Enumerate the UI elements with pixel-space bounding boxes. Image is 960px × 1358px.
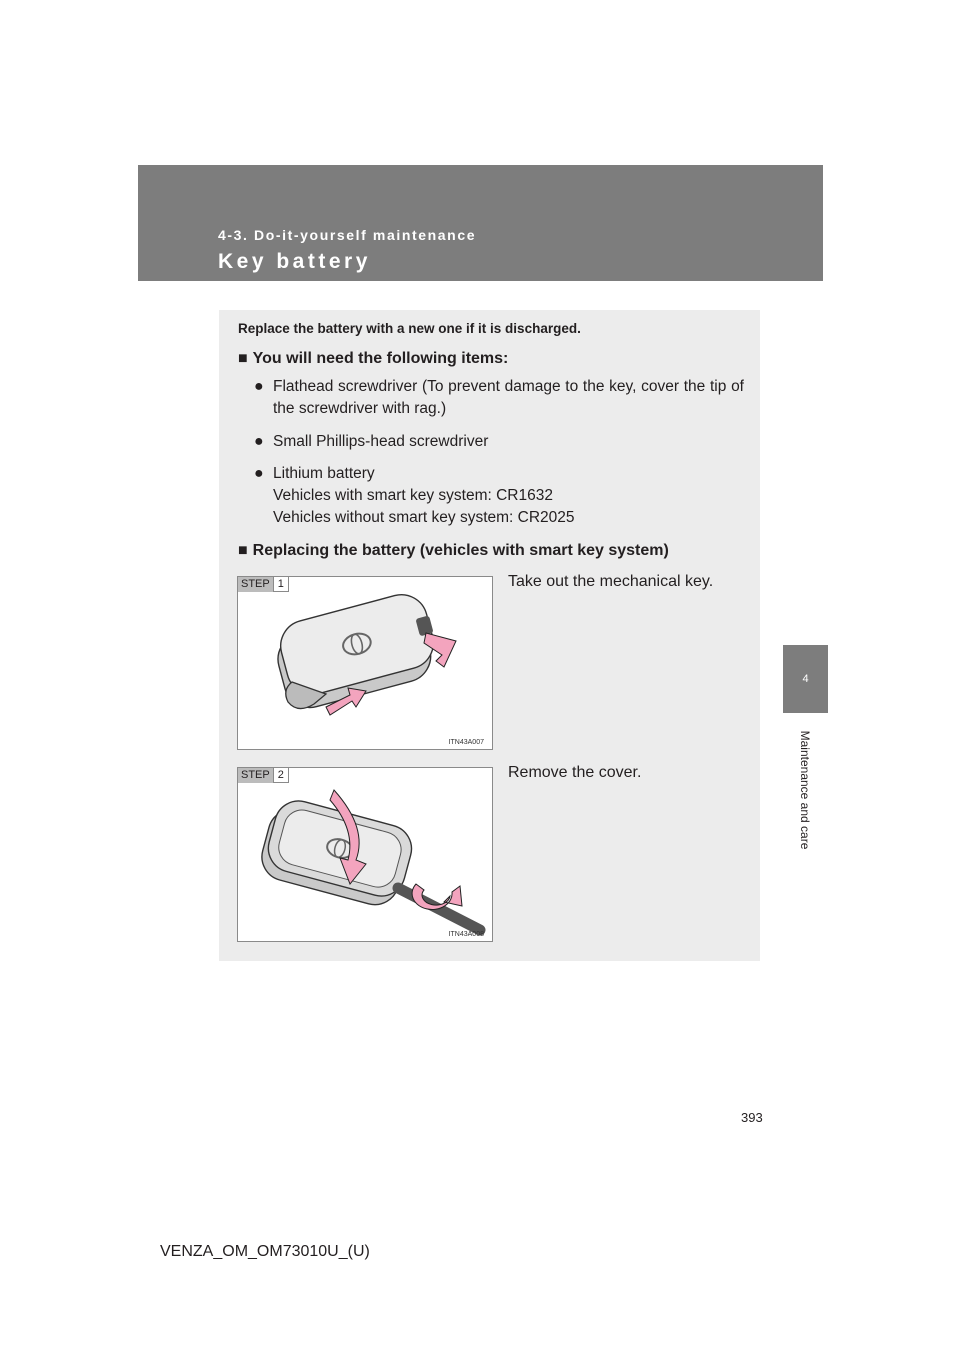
list-item-subtext: Vehicles with smart key system: CR1632 xyxy=(273,487,553,504)
step-badge-number: 2 xyxy=(273,768,289,783)
smart-key-illustration xyxy=(238,577,494,751)
document-code: VENZA_OM_OM73010U_(U) xyxy=(160,1243,370,1260)
intro-text: Replace the battery with a new one if it is discharged. xyxy=(238,321,581,336)
list-item xyxy=(254,463,744,529)
figure-code: ITN43A008 xyxy=(448,931,484,938)
step-2-text: Remove the cover. xyxy=(508,764,642,781)
items-heading xyxy=(238,350,508,368)
replace-heading xyxy=(238,542,669,560)
items-heading-text: You will need the following items: xyxy=(252,350,509,367)
chapter-tab xyxy=(783,645,828,713)
list-item-text: Lithium battery xyxy=(273,465,375,482)
page-number: 393 xyxy=(741,1110,763,1125)
section-label: 4-3. Do-it-yourself maintenance xyxy=(218,227,477,243)
step-badge xyxy=(238,768,289,783)
square-bullet-icon: ■ xyxy=(238,350,248,367)
page-title: Key battery xyxy=(218,250,371,273)
list-item-text: Flathead screwdriver (To prevent damage to the key, cover the tip of the screwdriver with rag.) xyxy=(273,378,744,417)
square-bullet-icon: ■ xyxy=(238,542,248,559)
step-1-text: Take out the mechanical key. xyxy=(508,573,714,590)
bullet-dot-icon: ● xyxy=(254,378,264,395)
list-item xyxy=(254,431,744,453)
step-badge xyxy=(238,577,289,592)
list-item xyxy=(254,376,744,420)
step-2-figure xyxy=(237,767,493,942)
chapter-header xyxy=(138,165,823,281)
list-item-subtext: Vehicles without smart key system: CR2025 xyxy=(273,509,575,526)
chapter-number: 4 xyxy=(802,673,809,685)
step-badge-label: STEP xyxy=(238,577,273,592)
figure-code: ITN43A007 xyxy=(448,739,484,746)
content-box xyxy=(219,310,760,961)
bullet-dot-icon: ● xyxy=(254,433,264,450)
chapter-side-label: Maintenance and care xyxy=(798,730,812,850)
replace-heading-text: Replacing the battery (vehicles with smart key system) xyxy=(252,542,669,559)
list-item-text: Small Phillips-head screwdriver xyxy=(273,433,489,450)
cover-removal-illustration xyxy=(238,768,494,943)
step-badge-number: 1 xyxy=(273,577,289,592)
step-1-figure xyxy=(237,576,493,750)
step-badge-label: STEP xyxy=(238,768,273,783)
bullet-dot-icon: ● xyxy=(254,465,264,482)
